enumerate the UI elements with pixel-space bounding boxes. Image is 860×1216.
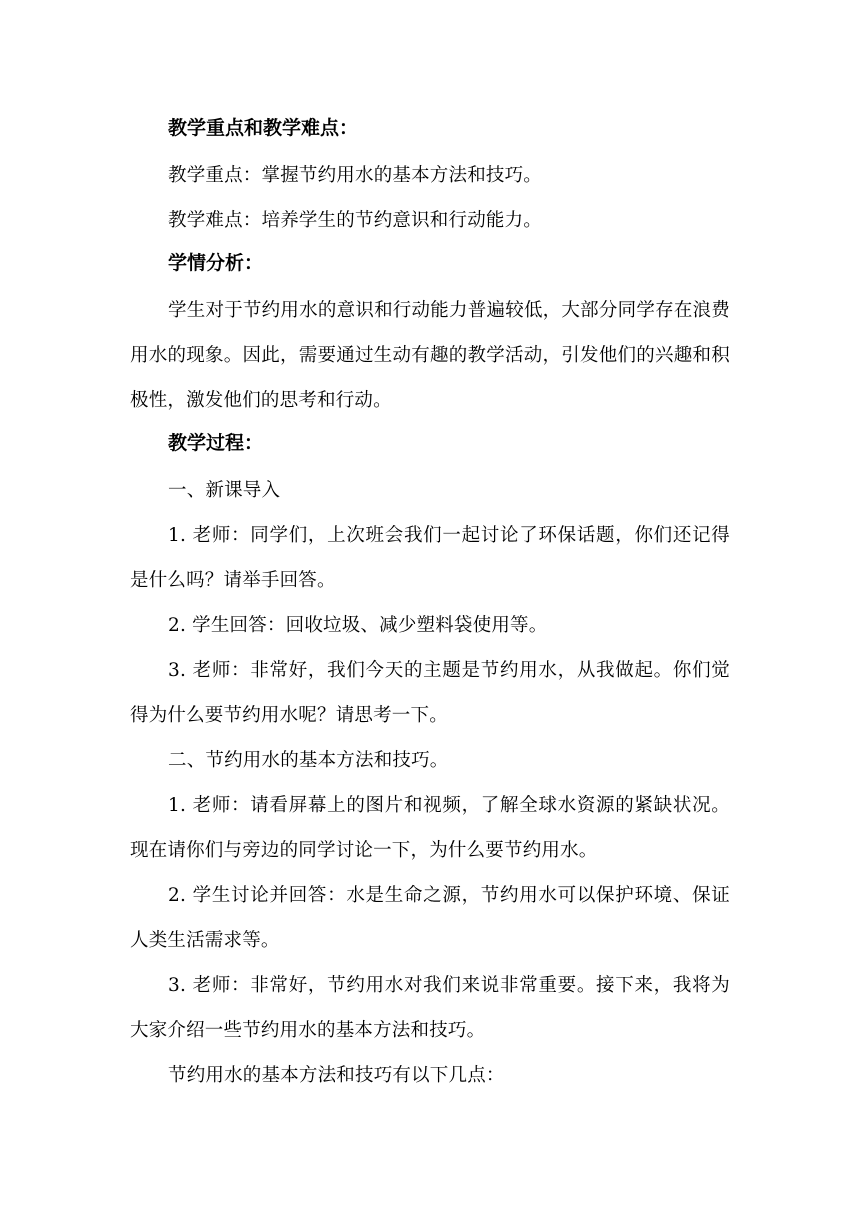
paragraph-step-1-2: 2. 学生回答：回收垃圾、减少塑料袋使用等。 bbox=[168, 615, 548, 636]
paragraph-part-two-title: 二、节约用水的基本方法和技巧。 bbox=[168, 750, 449, 771]
paragraph-step-2-3: 3. 老师：非常好，节约用水对我们来说非常重要。接下来，我将为大家介绍一些节约用水的基本方法和技巧。 bbox=[130, 975, 730, 1041]
paragraph-difficult-point: 教学难点：培养学生的节约意识和行动能力。 bbox=[168, 210, 543, 231]
section-heading-key-points: 教学重点和教学难点： bbox=[168, 117, 359, 139]
paragraph-step-1-3: 3. 老师：非常好，我们今天的主题是节约用水，从我做起。你们觉得为什么要节约用水呢？请思考一下。 bbox=[130, 660, 730, 726]
document-body bbox=[130, 108, 730, 1098]
paragraph-step-2-1: 1. 老师：请看屏幕上的图片和视频，了解全球水资源的紧缺状况。现在请你们与旁边的同学讨论一下，为什么要节约用水。 bbox=[130, 795, 730, 861]
paragraph-key-point: 教学重点：掌握节约用水的基本方法和技巧。 bbox=[168, 165, 543, 186]
section-heading-student-analysis: 学情分析： bbox=[168, 252, 264, 274]
paragraph-methods-intro: 节约用水的基本方法和技巧有以下几点： bbox=[168, 1065, 505, 1086]
paragraph-step-1-1: 1. 老师：同学们，上次班会我们一起讨论了环保话题，你们还记得是什么吗？请举手回答。 bbox=[130, 525, 730, 591]
paragraph-step-2-2: 2. 学生讨论并回答：水是生命之源，节约用水可以保护环境、保证人类生活需求等。 bbox=[130, 885, 730, 951]
paragraph-part-one-title: 一、新课导入 bbox=[168, 480, 281, 501]
section-heading-teaching-process: 教学过程： bbox=[168, 432, 264, 454]
paragraph-student-analysis: 学生对于节约用水的意识和行动能力普遍较低，大部分同学存在浪费用水的现象。因此，需要通过生动有趣的教学活动，引发他们的兴趣和积极性，激发他们的思考和行动。 bbox=[130, 300, 730, 411]
